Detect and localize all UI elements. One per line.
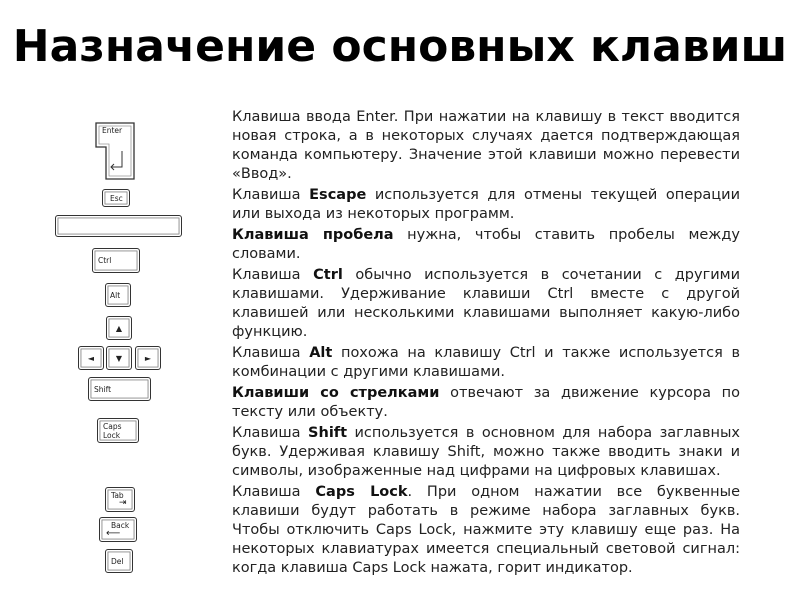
description-text: используется для отмены текущей операции или выхода из некоторых программ. <box>232 187 740 222</box>
description-text: . При одном нажатии все буквенные клавиши будут работать в режиме набора заглавных букв. Чтобы отключить Caps Lock, нажмите эту клавишу еще раз. На некоторых клавиатурах имеется специальный световой сигнал: когда клавиша Caps Lock нажата, горит индикатор. <box>232 484 740 576</box>
description-text: Клавиша <box>232 425 309 441</box>
down-arrow-icon: ▼ <box>115 353 123 363</box>
description-text: Клавиша <box>232 187 310 203</box>
key-name-bold: Shift <box>308 425 348 441</box>
esc-key-label: Esc <box>110 194 123 203</box>
up-arrow-key <box>106 316 132 340</box>
description-text: Клавиша ввода Enter. При нажатии на клавишу в текст вводится новая строка, а в некоторых случаях дается подтверждающая команда компьютеру. Значение этой клавиши можно перевести «Ввод». <box>232 109 740 182</box>
description-text: отвечают за движение курсора по тексту или объекту. <box>232 385 740 420</box>
description-text: обычно используется в сочетании с другими клавишами. Удерживание клавиши Ctrl вместе с другой клавишей или несколькими клавишами выполняет какую-либо функцию. <box>232 267 740 340</box>
right-arrow-key <box>135 346 161 370</box>
key-name-bold: Клавиша пробела <box>232 227 394 243</box>
key-name-bold: Caps Lock <box>315 484 408 500</box>
description-text: похожа на клавишу Ctrl и также используется в комбинации с другими клавишами. <box>232 345 740 380</box>
ctrl-key <box>92 248 140 273</box>
delete-key-label: Del <box>111 557 124 566</box>
backspace-key <box>99 517 137 542</box>
enter-key-label: Enter <box>102 126 123 135</box>
key-description-paragraph <box>232 384 740 422</box>
down-arrow-key <box>106 346 132 370</box>
key-name-bold: Alt <box>309 345 333 361</box>
key-description-paragraph <box>232 344 740 382</box>
key-name-bold: Клавиши со стрелками <box>232 385 440 401</box>
shift-key <box>88 377 151 401</box>
description-text: Клавиша <box>232 484 316 500</box>
key-description-paragraph <box>232 226 740 264</box>
ctrl-key-label: Ctrl <box>98 256 112 265</box>
left-arrow-icon: ◄ <box>87 353 95 363</box>
key-description-paragraph <box>232 266 740 342</box>
backspace-arrow-icon: ⟵ <box>106 528 121 539</box>
description-text: используется в основном для набора заглавных букв. Удерживая клавишу Shift, можно также вводить знаки и символы, изображенные над цифрами на цифровых клавишах. <box>232 425 741 479</box>
key-name-bold: Ctrl <box>313 267 343 283</box>
key-description-paragraph <box>232 186 740 224</box>
page-title: Назначение основных клавиш <box>12 21 788 72</box>
up-arrow-icon: ▲ <box>115 323 123 333</box>
description-text: Клавиша <box>232 345 310 361</box>
alt-key <box>105 283 131 307</box>
key-description-paragraph <box>232 424 740 481</box>
caps-lock-key <box>97 418 139 443</box>
shift-key-label: Shift <box>94 385 112 394</box>
alt-key-label: Alt <box>110 291 121 300</box>
tab-key-label: Tab <box>111 491 124 500</box>
key-name-bold: Escape <box>309 187 367 203</box>
tab-arrow-icon: ⇥ <box>119 498 127 508</box>
esc-key <box>102 189 130 207</box>
key-description-paragraph <box>232 108 740 184</box>
tab-key <box>105 487 135 512</box>
key-descriptions <box>232 108 740 580</box>
description-text: Клавиша <box>232 267 314 283</box>
key-description-paragraph <box>232 483 740 578</box>
caps-lock-key-label: Caps Lock <box>103 422 122 440</box>
left-arrow-key <box>78 346 104 370</box>
right-arrow-icon: ► <box>144 353 152 363</box>
backspace-key-label: Back <box>111 521 130 530</box>
delete-key <box>105 549 133 573</box>
description-text: нужна, чтобы ставить пробелы между словами. <box>232 227 740 262</box>
space-key <box>55 215 182 237</box>
